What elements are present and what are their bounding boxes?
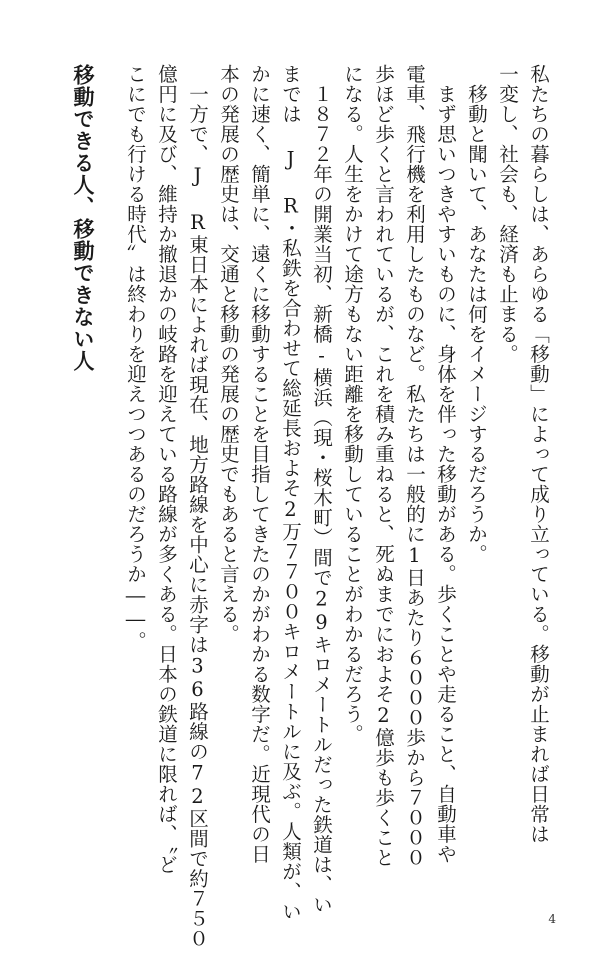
text-line: こにでも行ける時代〟は終わりを迎えつつあるのだろうか――。 (124, 64, 147, 651)
text-line: 一変し、社会も、経済も止まる。 (496, 64, 519, 364)
paragraph (120, 64, 213, 948)
page-number: 4 (548, 912, 556, 926)
body-text (120, 64, 554, 948)
text-line: までは J R・私鉄を合わせて総延長およそ2万７７００キロメートルに及ぶ。人類が、い (279, 64, 302, 922)
text-line: 歩ほど歩くと言われているが、これを積み重ねると、死ぬまでにおよそ2億歩も歩くこと (372, 64, 395, 868)
text-line: 本の発展の歴史は、交通と移動の発展の歴史でもあると言える。 (217, 64, 240, 644)
paragraph (492, 64, 554, 864)
text-line: 電車、飛行機を利用したものなど。私たちは一般的に1日あたり６０００歩から７０００ (403, 64, 426, 868)
text-line: になる。人生をかけて途方もない距離を移動していることがわかるだろう。 (341, 64, 364, 744)
text-line: 一方で、J R東日本によれば現在、地方路線を中心に赤字は36路線の72区間で約７５０ (186, 83, 209, 948)
paragraph (461, 64, 492, 864)
text-line: かに速く、簡単に、遠くに移動することを目指してきたのかがわかる数字だ。近現代の日 (248, 64, 271, 864)
paragraph (213, 64, 337, 922)
text-line: 移動と聞いて、あなたは何をイメージするだろうか。 (465, 83, 488, 564)
text-line: まず思いつきやすいものに、身体を伴った移動がある。歩くことや走ること、自動車や (434, 83, 457, 864)
section-heading: 移動できる人、移動できない人 (71, 64, 95, 372)
text-line: 億円に及び、維持か撤退かの岐路を迎えている路線が多くある。日本の鉄道に限れば、〝ど (155, 64, 178, 875)
text-line: １８７２年の開業当初、新橋‐横浜（現・桜木町）間で29キロメートルだった鉄道は、い (310, 83, 333, 914)
paragraph (337, 64, 461, 868)
text-line: 私たちの暮らしは、あらゆる「移動」によって成り立っている。移動が止まれば日常は (527, 64, 550, 844)
